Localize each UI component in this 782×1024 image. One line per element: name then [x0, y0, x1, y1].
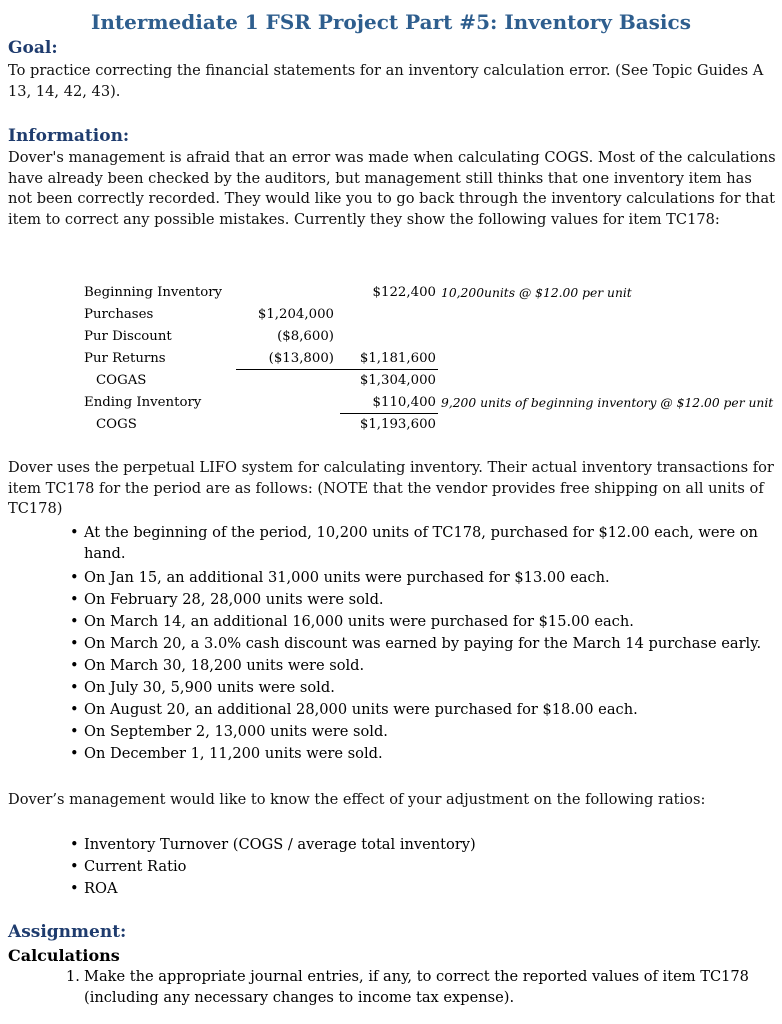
row-label: Beginning Inventory [84, 285, 223, 300]
subtotal-rule [236, 369, 438, 370]
list-item: • On July 30, 5,900 units were sold. [84, 677, 782, 699]
row-label: Ending Inventory [84, 395, 202, 410]
list-item: • On December 1, 11,200 units were sold. [84, 743, 782, 765]
ratios-intro: Dover’s management would like to know the effect of your adjustment on the following ratios: [8, 791, 706, 808]
row-total: $1,304,000 [359, 373, 436, 388]
item-text: Make the appropriate journal entries, if any, to correct the reported values of item TC178 (including any necessary changes to income tax expense). [84, 968, 749, 1006]
goal-text: To practice correcting the financial statements for an inventory calculation error. (See Topic Guides A 13, 14, 42, 43). [8, 62, 764, 100]
row-label: Purchases [84, 307, 154, 322]
list-item: • On March 30, 18,200 units were sold. [84, 655, 782, 677]
transactions-intro: Dover uses the perpetual LIFO system for calculating inventory. Their actual inventory transactions for item TC178 for the period are as follows: (NOTE that the vendor provides free shipping on all units of TC178) [8, 459, 774, 517]
list-item: • On August 20, an additional 28,000 units were purchased for $18.00 each. [84, 699, 782, 721]
goal-heading: Goal: [8, 38, 58, 58]
item-number: 1. [66, 968, 80, 985]
row-label: Pur Discount [84, 329, 172, 344]
list-item: • On February 28, 28,000 units were sold. [84, 589, 782, 611]
list-item: • Current Ratio [84, 856, 782, 878]
row-label: COGS [96, 417, 137, 432]
information-heading: Information: [8, 126, 130, 146]
transaction-list [66, 523, 782, 765]
row-amount: ($13,800) [268, 351, 334, 366]
ratio-list [66, 834, 782, 900]
list-item [66, 967, 782, 1008]
row-label: COGAS [96, 373, 147, 388]
list-item: • On Jan 15, an additional 31,000 units were purchased for $13.00 each. [84, 567, 782, 589]
row-note: 10,200units @ $12.00 per unit [441, 286, 632, 300]
calculations-subheading: Calculations [8, 946, 120, 965]
row-note: 9,200 units of beginning inventory @ $12.00 per unit [441, 396, 774, 410]
row-total: $1,193,600 [359, 417, 436, 432]
list-item: • On March 20, a 3.0% cash discount was earned by paying for the March 14 purchase early. [84, 633, 782, 655]
row-total: $110,400 [372, 395, 436, 410]
row-amount: ($8,600) [277, 329, 334, 344]
total-rule [340, 413, 438, 414]
list-item: • At the beginning of the period, 10,200 units of TC178, purchased for $12.00 each, were on hand. [84, 523, 782, 564]
row-amount: $1,204,000 [257, 307, 334, 322]
row-label: Pur Returns [84, 351, 166, 366]
inventory-calculation-table [0, 283, 782, 438]
list-item: • On March 14, an additional 16,000 units were purchased for $15.00 each. [84, 611, 782, 633]
list-item: • On September 2, 13,000 units were sold. [84, 721, 782, 743]
assignment-heading: Assignment: [8, 922, 127, 942]
row-total: $1,181,600 [359, 351, 436, 366]
information-text: Dover's management is afraid that an error was made when calculating COGS. Most of the calculations have already been checked by the auditors, but management still thinks that one inventory item has not been correctly recorded. They would like you to go back through the inventory calculations for that item to correct any possible mistakes. Currently they show the following values for item TC178: [8, 149, 776, 228]
list-item: • Inventory Turnover (COGS / average total inventory) [84, 834, 782, 856]
list-item: • ROA [84, 878, 782, 900]
page-title: Intermediate 1 FSR Project Part #5: Inventory Basics [91, 10, 691, 34]
assignment-list [66, 967, 782, 1008]
row-total: $122,400 [372, 285, 436, 300]
